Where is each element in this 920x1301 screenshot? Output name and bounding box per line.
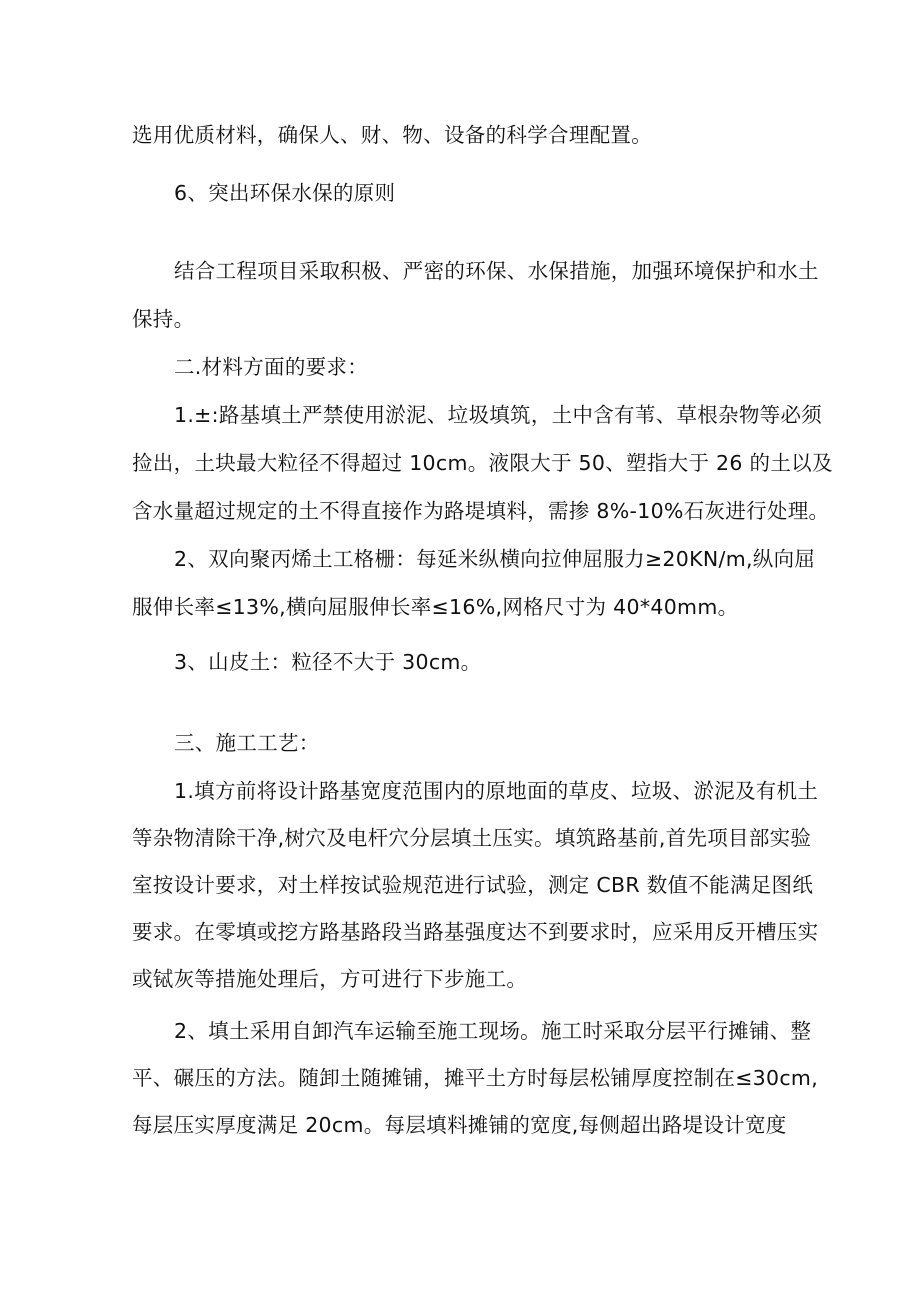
body-line: 每层压实厚度满足 20cm。每层填料摊铺的宽度,每侧超出路堤设计宽度 — [132, 1113, 787, 1137]
body-line: 结合工程项目采取积极、严密的环保、水保措施，加强环境保护和水土 — [174, 259, 819, 283]
body-line: 2、填土采用自卸汽车运输至施工现场。施工时采取分层平行摊铺、整 — [174, 1019, 812, 1043]
body-line: 捡出，土块最大粒径不得超过 10cm。液限大于 50、塑指大于 26 的土以及 — [132, 451, 833, 475]
body-line: 选用优质材料，确保人、财、物、设备的科学合理配置。 — [132, 123, 652, 147]
body-line: 等杂物清除干净,树穴及电杆穴分层填土压实。填筑路基前,首先项目部实验 — [132, 826, 812, 850]
body-line: 要求。在零填或挖方路基路段当路基强度达不到要求时，应采用反开槽压实 — [132, 920, 819, 944]
body-line: 1.±:路基填土严禁使用淤泥、垃圾填筑，土中含有苇、草根杂物等必须 — [174, 403, 823, 427]
body-line: 或铽灰等措施处理后，方可进行下步施工。 — [132, 967, 528, 991]
body-line: 1.填方前将设计路基宽度范围内的原地面的草皮、垃圾、淤泥及有机土 — [174, 779, 819, 803]
section-heading: 6、突出环保水保的原则 — [174, 181, 396, 205]
body-line: 服伸长率≤13%,横向屈服伸长率≤16%,网格尺寸为 40*40mm。 — [132, 595, 739, 619]
body-line: 保持。 — [132, 307, 195, 331]
body-line: 3、山皮土：粒径不大于 30cm。 — [174, 650, 482, 674]
body-line: 平、碾压的方法。随卸土随摊铺，摊平土方时每层松铺厚度控制在≤30cm, — [132, 1066, 819, 1090]
section-heading: 三、施工工艺： — [174, 731, 320, 755]
body-line: 室按设计要求，对土样按试验规范进行试验，测定 CBR 数值不能满足图纸 — [132, 873, 814, 897]
body-line: 2、双向聚丙烯土工格栅：每延米纵横向拉伸屈服力≥20KN∕m,纵向屈 — [174, 547, 816, 571]
body-line: 含水量超过规定的土不得直接作为路堤填料，需掺 8%-10%石灰进行处理。 — [132, 499, 830, 523]
section-heading: 二.材料方面的要求： — [174, 355, 369, 379]
